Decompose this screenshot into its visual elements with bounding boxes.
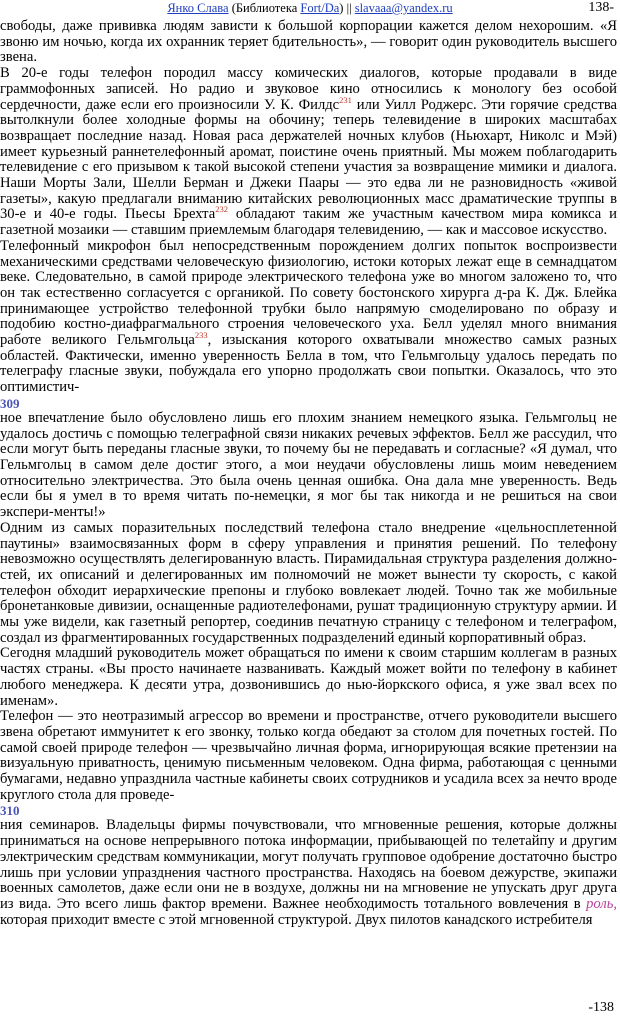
document-body <box>0 19 617 928</box>
paragraph-text: которая приходит вместе с этой мгновенной структурой. Двух пилотов канадского истребителя <box>0 911 593 928</box>
paragraph-text: Телефонный микрофон был непосредственным порождением долгих попыток воспроизвести механическими средствами человеческую физиологию, истоки которых лежат еще в семнадцатом веке. Следовательно, в самой природе электрического телефона уже во многом заложено то, что он так естественно согласуется с органикой. По совету бостонского хирурга д-ра К. Дж. Блейка принимающее устройство телефонной трубки было напрямую смоделировано по образу и подобию костно-диафрагмального строения человеческого уха. Белл уделял много внимания работе великого Гельмгольца <box>0 237 617 349</box>
paragraph <box>0 66 617 239</box>
paragraph: Сегодня младший руководитель может обращаться по имени к своим старшим коллегам в разных частях страны. «Вы просто начинаете названивать. Каждый может войти по телефону в кабинет любого менеджера. К десяти утра, дозвонившись до нью-йоркского офиса, я уже звал всех по именам». <box>0 645 617 709</box>
paragraph: Одним из самых поразительных последствий телефона стало внедрение «цельносплетенной паутины» взаимосвязанных форм в сферу управления и принятия решений. По телефону невозможно осуществлять делегированную власть. Пирамидальная структура разделения должно-стей, их описаний и делегированных им полномочий не может вынести ту скорость, с какой телефон обходит иерархические препоны и глубоко вовлекает людей. Точно так же мобильные бронетанковые дивизии, оснащенные радиотелефонами, рушат традиционную структуру армии. И мы уже видели, как газетный репортер, соединив печатную страницу с телефоном и телеграфом, создал из фрагментированных государственных подразделений единый корпоративный образ. <box>0 519 617 646</box>
paragraph: Телефон — это неотразимый агрессор во времени и пространстве, отчего руководители высшего звена обретают иммунитет к его звонку, только когда обедают за столом для почетных гостей. По самой своей природе телефон — чрезвычайно личная форма, игнорирующая всякие претензии на визуальную приватность, ценимую письменным человеком. Одна фирма, работающая с ценными бумагами, недавно упразднила частные кабинеты своих сотрудников и усадила всех за нечто вроде круглого стола для проведе- <box>0 708 617 803</box>
page-number-bottom: -138 <box>588 1000 614 1015</box>
library-link[interactable]: Fort/Da <box>300 1 340 15</box>
paragraph: ное впечатление было обусловлено лишь его плохим знанием немецкого языка. Гельмгольц не удалось достичь с помощью телеграфной связи никаких речевых эффектов. Белл же рассудил, что если могут быть переданы гласные звуки, то почему бы не передавать и согласные? «Я думал, что Гельмгольц в самом деле достиг этого, а мои неудачи обусловлены лишь моим неведением относительно электричества. Это была очень ценная ошибка. Она дала мне уверенность. Ведь если бы я умел в то время читать по-немецки, я мог бы так никогда и не решиться на свои экспери-менты!» <box>0 409 617 521</box>
page-header <box>0 0 620 18</box>
paragraph-text: обладают таким же участным качеством мира комикса и газетной мозаики — ставшим приемлемым благодаря телевидению, — как и массовое искусство. <box>0 206 617 239</box>
paragraph-text: ния семинаров. Владельцы фирмы почувствовали, что мгновенные решения, которые должны приниматься на основе непрерывного потока информации, прибывающей по телетайпу и другим электрическим средствам коммуникации, могут получать групповое одобрение достаточно быстро лишь при условии упразднения частного пространства. Находясь на боевом дежурстве, экипажи военных самолетов, даже если они не в воздухе, должны ни на мгновение не упускать друг друга из вида. Это всего лишь фактор времени. Важнее необходимость тотального вовлечения в <box>0 817 617 912</box>
paragraph-text: , изыскания которого охватывали множество самых разных областей. Фактически, именно уверенность Белла в том, что Гельмгольцу удалось передать по телеграфу гласные звуки, побуждала его упорно продолжать свои попытки. Оказалось, что это оптимистич- <box>0 332 617 396</box>
footnote-ref-233[interactable]: 233 <box>194 330 208 341</box>
author-link[interactable]: Янко Слава <box>167 1 229 15</box>
footnote-ref-231[interactable]: 231 <box>339 94 352 105</box>
paragraph-text: или Уилл Роджерс. Эти горячие средства вытолкнули более холодные формы на обочину; теперь телевидение в широких масштабах возвращает последние назад. Новая раса держателей ночных клубов (Ньюхарт, Николс и Мэй) имеет курьезный раннетелефонный аромат, поистине очень приятный. Мы можем поблагодарить телевидение с его призывом к такой высокой степени участия за возвращение мимики и диалога. Наши Морты Зали, Шелли Берман и Джеки Паары — это едва ли не разновидность «живой газеты», какую предлагали вниманию китайских революционных масс драматические труппы в 30-е и 40-е годы. Пьесы Брехта <box>0 96 617 223</box>
source-page-number: 310 <box>0 803 20 819</box>
paragraph <box>0 239 617 396</box>
library-suffix: ) || <box>339 1 355 15</box>
source-page-number: 309 <box>0 395 20 411</box>
footnote-ref-232[interactable]: 232 <box>215 204 228 215</box>
library-prefix: (Библиотека <box>228 1 301 15</box>
paragraph <box>0 818 617 928</box>
page-number-top: 138- <box>588 0 614 15</box>
paragraph: свободы, даже прививка людям зависти к большой корпорации кажется делом нехорошим. «Я звоню им ночью, когда их охранник теряет бдительность», — говорит один руководитель высшего звена. <box>0 18 617 66</box>
highlighted-word: роль, <box>586 895 617 912</box>
email-link[interactable]: slavaaa@yandex.ru <box>354 1 453 15</box>
paragraph-text: В 20-е годы телефон породил массу комических диалогов, которые продавали в виде граммофонных записей. Но радио и звуковое кино относились к монологу без особой сердечности, даже если его произносили У. К. Филдс <box>0 65 617 113</box>
